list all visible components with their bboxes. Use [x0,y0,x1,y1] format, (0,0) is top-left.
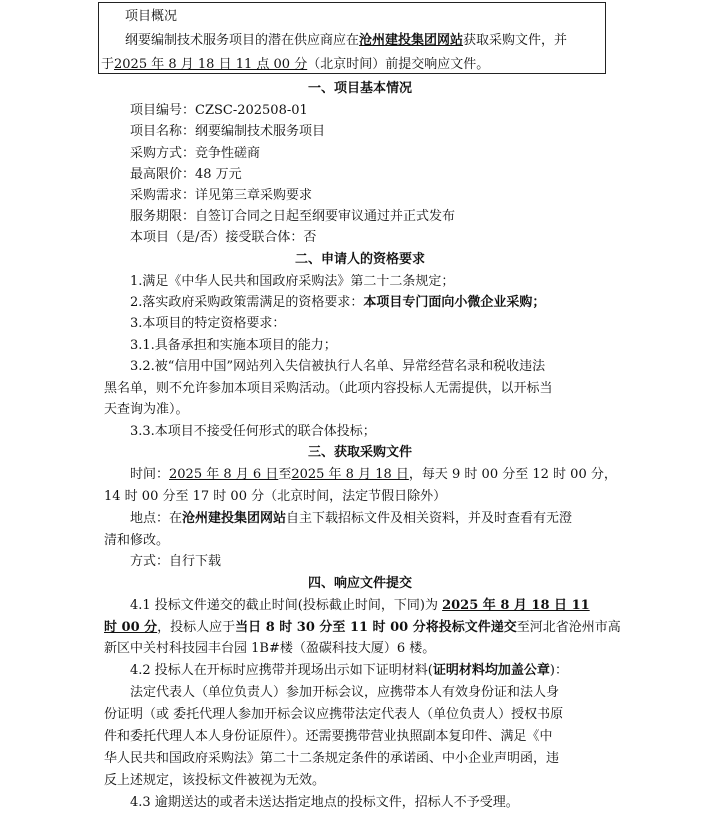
procurement-requirement: 采购需求：详见第三章采购要求 [130,188,313,203]
obtain-place-rest: 自主下载招标文件及相关资料，并及时查看有无澄 [286,511,573,526]
section-1-heading: 一、项目基本情况 [307,81,412,96]
obtain-time-rest: ，每天 9 时 00 分至 12 时 00 分， [408,467,617,482]
overview-deadline: 2025 年 8 月 18 日 11 点 00 分 [114,57,308,72]
qualification-1: 1.满足《中华人民共和国政府采购法》第二十二条规定； [130,274,455,289]
submission-text: 至河北省沧州市高 [516,620,621,635]
overview-text: 获取采购文件，并 [463,33,568,48]
overview-text: 于 [101,57,115,72]
obtain-time-label: 时间： [130,467,170,482]
qualification-3-2-line-1: 3.2.被“信用中国”网站列入失信被执行人名单、异常经营名录和税收违法 [130,359,546,374]
submission-4-1-line-3: 新区中关村科技园丰台园 1B#楼（盈碳科技大厦）6 楼。 [104,641,436,656]
obtain-time-end: 2025 年 8 月 18 日 [291,467,409,482]
procurement-method: 采购方式：竞争性磋商 [130,146,261,161]
overview-title: 项目概况 [125,9,178,24]
submission-text: )： [549,663,568,678]
obtain-place-line-1 [130,511,572,527]
obtain-place-site[interactable]: 沧州建投集团网站 [182,511,287,526]
obtain-time-line-2: 14 时 00 分至 17 时 00 分（北京时间，法定节假日除外） [104,489,447,504]
qualification-3-3: 3.3.本项目不接受任何形式的联合体投标； [130,424,376,439]
overview-text: （北京时间）前提交响应文件。 [307,57,490,72]
consortium-accepted: 本项目（是/否）接受联合体：否 [130,230,317,245]
submission-4-3: 4.3 逾期送达的或者未送达指定地点的投标文件，招标人不予受理。 [130,795,519,810]
submission-seal-note: 证明材料均加盖公章 [432,663,550,678]
qualification-2-emphasis: 本项目专门面向小微企业采购； [363,295,546,310]
obtain-time-start: 2025 年 8 月 6 日 [169,467,279,482]
obtain-place-line-2: 清和修改。 [104,533,170,548]
qualification-3-1: 3.1.具备承担和实施本项目的能力； [130,338,337,353]
submission-deadline: 2025 年 8 月 18 日 11 [442,598,590,613]
submission-text: ，投标人应于 [157,620,236,635]
obtain-time-line-1 [130,467,617,483]
qualification-2 [130,295,545,311]
submission-deadline-end: 时 00 分 [104,620,158,635]
overview-line-1 [125,33,567,49]
submission-window: 当日 8 时 30 分至 11 时 00 分将投标文件递交 [235,620,517,635]
overview-box [98,2,606,74]
submission-4-2-line-4: 件和委托代理人本人身份证原件）。还需要携带营业执照副本复印件、满足《中 [104,729,553,744]
section-3-heading: 三、获取采购文件 [307,445,412,460]
obtain-place-label: 地点：在 [130,511,183,526]
qualification-3-2-line-2: 黑名单，则不允许参加本项目采购活动。（此项内容投标人无需提供，以开标当 [104,381,553,396]
overview-site-link[interactable]: 沧州建投集团网站 [359,33,464,48]
section-4-heading: 四、响应文件提交 [307,576,412,591]
qualification-3: 3.本项目的特定资格要求： [130,316,286,331]
qualification-3-2-line-3: 天查询为准）。 [104,402,189,417]
submission-text: 4.1 投标文件递交的截止时间(投标截止时间，下同)为 [130,598,443,613]
submission-4-2-line-5: 华人民共和国政府采购法》第二十二条规定条件的承诺函、中小企业声明函，违 [104,751,560,766]
submission-4-1-line-1 [130,598,590,614]
section-2-heading: 二、申请人的资格要求 [294,252,425,267]
project-number: 项目编号：CZSC-202508-01 [130,103,308,118]
max-price: 最高限价：48 万元 [130,167,242,182]
project-name: 项目名称：纲要编制技术服务项目 [130,124,326,139]
submission-4-2-line-3: 份证明（或 委托代理人参加开标会议应携带法定代表人（单位负责人）授权书原 [104,707,564,722]
submission-4-2-line-1 [130,663,568,679]
obtain-method: 方式：自行下载 [130,554,222,569]
submission-4-1-line-2 [104,620,621,636]
obtain-time-to: 至 [278,467,292,482]
submission-4-2-line-2: 法定代表人（单位负责人）参加开标会议，应携带本人有效身份证和法人身 [130,685,560,700]
submission-text: 4.2 投标人在开标时应携带并现场出示如下证明材料( [130,663,433,678]
qualification-2-text: 2.落实政府采购政策需满足的资格要求： [130,295,364,310]
service-period: 服务期限：自签订合同之日起至纲要审议通过并正式发布 [130,209,456,224]
overview-line-2 [101,57,489,73]
submission-4-2-line-6: 反上述规定，该投标文件被视为无效。 [104,773,326,788]
overview-text: 纲要编制技术服务项目的潜在供应商应在 [125,33,360,48]
